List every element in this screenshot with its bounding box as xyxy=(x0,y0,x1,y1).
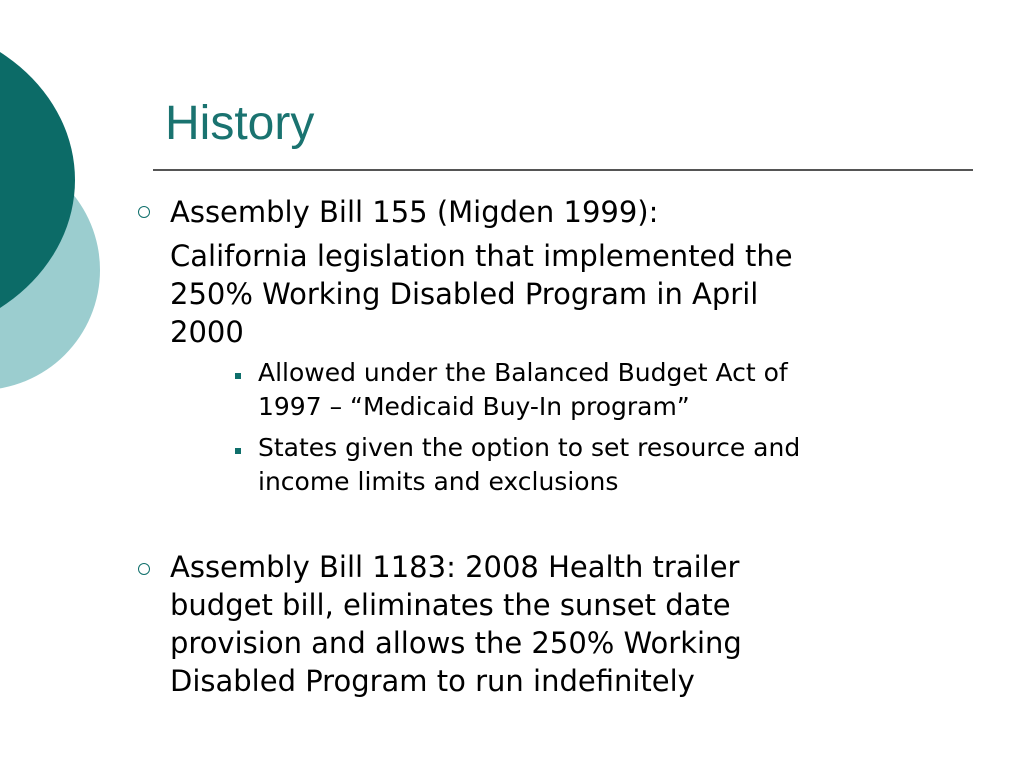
hollow-circle-bullet-icon xyxy=(138,563,150,575)
sub-bullet-line: income limits and exclusions xyxy=(258,467,619,496)
sub-bullet-1 xyxy=(258,356,788,424)
hollow-circle-bullet-icon xyxy=(138,206,150,218)
sub-bullet-line: Allowed under the Balanced Budget Act of xyxy=(258,358,788,387)
bullet-1-body-line: California legislation that implemented the xyxy=(170,239,793,273)
sub-bullet-line: 1997 – “Medicaid Buy-In program” xyxy=(258,392,690,421)
bullet-1-body-line: 2000 xyxy=(170,315,244,349)
slide-title: History xyxy=(165,97,315,150)
square-bullet-icon xyxy=(235,448,241,454)
bullet-1-body-line: 250% Working Disabled Program in April xyxy=(170,277,759,311)
bullet-2-line: provision and allows the 250% Working xyxy=(170,626,742,660)
title-divider xyxy=(153,169,973,171)
bullet-1-body xyxy=(170,237,793,351)
bullet-2-line: budget bill, eliminates the sunset date xyxy=(170,588,731,622)
bullet-2-line: Disabled Program to run indefinitely xyxy=(170,664,695,698)
square-bullet-icon xyxy=(235,373,241,379)
bullet-1-heading: Assembly Bill 155 (Migden 1999): xyxy=(170,195,659,229)
sub-bullet-2 xyxy=(258,431,800,499)
sub-bullet-line: States given the option to set resource and xyxy=(258,433,801,462)
bullet-2-line: Assembly Bill 1183: 2008 Health trailer xyxy=(170,550,740,584)
bullet-2-text xyxy=(170,548,742,700)
